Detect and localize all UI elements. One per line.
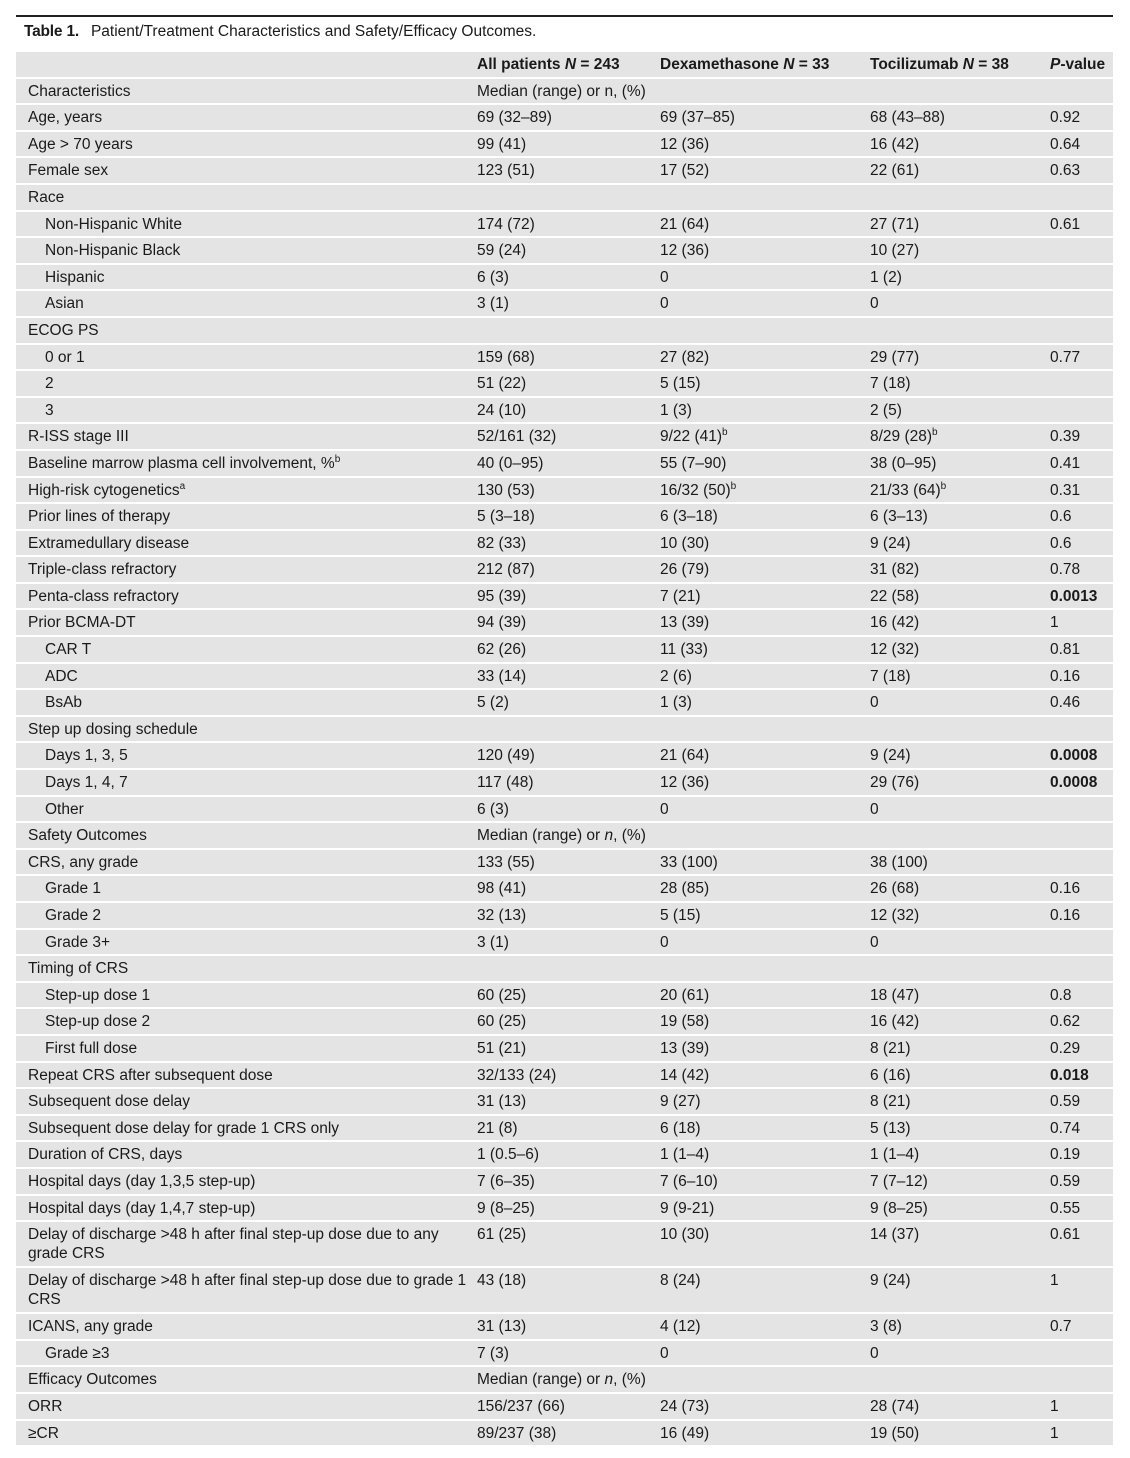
table-row (16, 584, 1113, 609)
cell-dexamethasone: 55 (7–90) (660, 454, 727, 472)
cell-all-patients: 95 (39) (477, 587, 527, 605)
row-label: ≥CR (28, 1424, 59, 1442)
cell-dexamethasone: 12 (36) (660, 135, 710, 153)
cell-dexamethasone: 20 (61) (660, 986, 710, 1004)
header-p-value: P-value (1050, 56, 1106, 73)
cell-dexamethasone: 4 (12) (660, 1318, 701, 1336)
cell-tocilizumab: 12 (32) (870, 907, 920, 924)
cell-dexamethasone: 13 (39) (660, 1039, 710, 1057)
table-row (16, 1314, 1113, 1339)
row-label: Characteristics (28, 82, 131, 100)
row-label: Repeat CRS after subsequent dose (28, 1066, 273, 1084)
cell-dexamethasone: 13 (39) (660, 614, 710, 632)
row-label: Extramedullary disease (28, 534, 190, 552)
table-row (16, 956, 1113, 981)
cell-all-patients: 9 (8–25) (477, 1199, 535, 1217)
table-row (16, 451, 1113, 476)
cell-p-value: 0.0008 (1050, 774, 1098, 792)
cell-p-value: 0.16 (1050, 667, 1081, 685)
row-label: BsAb (45, 694, 83, 712)
cell-all-patients: 60 (25) (477, 986, 527, 1004)
row-label: CAR T (45, 641, 92, 659)
cell-p-value: 0.77 (1050, 348, 1081, 366)
cell-all-patients: 5 (3–18) (477, 508, 535, 526)
row-label: Other (45, 800, 84, 818)
cell-all-patients: 24 (10) (477, 401, 527, 419)
cell-dexamethasone: 1 (3) (660, 401, 692, 419)
row-section-note: Median (range) or n, (%) (477, 1371, 646, 1389)
table-header-row (16, 52, 1113, 77)
table-row (16, 79, 1113, 104)
table-row (16, 664, 1113, 689)
cell-dexamethasone: 69 (37–85) (660, 109, 735, 127)
table-row (16, 876, 1113, 901)
table-row (16, 637, 1113, 662)
header-dexamethasone: Dexamethasone N = 33 (660, 56, 830, 73)
cell-p-value: 0.46 (1050, 694, 1081, 712)
row-label: Subsequent dose delay for grade 1 CRS only (28, 1119, 340, 1137)
cell-tocilizumab: 9 (24) (870, 747, 911, 765)
cell-dexamethasone: 17 (52) (660, 162, 710, 180)
row-label: Hospital days (day 1,3,5 step-up) (28, 1172, 256, 1190)
table-row (16, 185, 1113, 210)
table-row (16, 398, 1113, 423)
table-body (16, 79, 1113, 1446)
cell-tocilizumab: 9 (24) (870, 1272, 911, 1290)
cell-tocilizumab: 18 (47) (870, 986, 920, 1004)
table-row (16, 158, 1113, 183)
cell-p-value: 1 (1050, 614, 1059, 632)
cell-tocilizumab: 9 (8–25) (870, 1199, 928, 1217)
cell-tocilizumab: 10 (27) (870, 242, 920, 260)
cell-dexamethasone: 10 (30) (660, 1226, 710, 1244)
cell-all-patients: 7 (3) (477, 1344, 509, 1362)
row-label: Days 1, 3, 5 (45, 747, 128, 765)
cell-tocilizumab: 5 (13) (870, 1119, 911, 1137)
cell-dexamethasone: 28 (85) (660, 880, 710, 898)
row-label: Race (28, 188, 65, 206)
cell-all-patients: 59 (24) (477, 242, 527, 260)
cell-tocilizumab: 6 (3–13) (870, 508, 928, 526)
table-row (16, 291, 1113, 316)
row-label: Safety Outcomes (28, 827, 147, 845)
cell-p-value: 0.6 (1050, 508, 1072, 526)
table-row (16, 1394, 1113, 1419)
row-label: Non-Hispanic White (45, 215, 182, 233)
table-row (16, 557, 1113, 582)
table-row (16, 770, 1113, 795)
cell-dexamethasone: 0 (660, 800, 669, 818)
row-label: ORR (28, 1397, 63, 1415)
row-label: Hospital days (day 1,4,7 step-up) (28, 1199, 256, 1217)
cell-tocilizumab: 0 (870, 800, 879, 818)
cell-p-value: 0.62 (1050, 1013, 1081, 1031)
row-label: Step-up dose 2 (45, 1013, 151, 1031)
cell-tocilizumab: 3 (8) (870, 1318, 902, 1336)
cell-dexamethasone: 0 (660, 933, 669, 951)
cell-all-patients: 32/133 (24) (477, 1066, 557, 1084)
cell-p-value: 0.41 (1050, 454, 1081, 472)
row-label: 0 or 1 (45, 348, 85, 366)
cell-dexamethasone: 12 (36) (660, 242, 710, 260)
cell-all-patients: 3 (1) (477, 295, 509, 313)
table-row (16, 371, 1113, 396)
row-section-note: Median (range) or n, (%) (477, 82, 646, 100)
row-label: High-risk cytogenetics$^a$ (28, 480, 186, 499)
table-number: Table 1. (24, 23, 79, 40)
table-row (16, 1268, 1113, 1312)
cell-tocilizumab: 8 (21) (870, 1093, 911, 1111)
cell-dexamethasone: 24 (73) (660, 1397, 710, 1415)
cell-dexamethasone: 14 (42) (660, 1066, 710, 1084)
cell-p-value: 0.16 (1050, 880, 1081, 898)
cell-all-patients: 52/161 (32) (477, 428, 557, 446)
table-row (16, 1142, 1113, 1167)
cell-tocilizumab: 22 (58) (870, 587, 920, 605)
cell-dexamethasone: 9 (27) (660, 1093, 701, 1111)
table-row (16, 318, 1113, 343)
table-row (16, 1196, 1113, 1221)
cell-p-value: 0.0008 (1050, 747, 1098, 765)
row-label: R-ISS stage III (28, 428, 129, 446)
table-row (16, 1421, 1113, 1446)
table-row (16, 265, 1113, 290)
cell-all-patients: 99 (41) (477, 135, 527, 153)
table-row (16, 1089, 1113, 1114)
cell-dexamethasone: 21 (64) (660, 215, 710, 233)
cell-tocilizumab: 0 (870, 933, 879, 951)
cell-tocilizumab: 16 (42) (870, 1013, 920, 1031)
table-top-rule (16, 15, 1113, 17)
cell-tocilizumab: 27 (71) (870, 215, 920, 233)
cell-dexamethasone: 5 (15) (660, 375, 701, 393)
table-row (16, 478, 1113, 503)
cell-tocilizumab: 12 (32) (870, 641, 920, 659)
cell-all-patients: 82 (33) (477, 534, 527, 552)
row-label: Hispanic (45, 268, 105, 286)
table-row (16, 212, 1113, 237)
table-row (16, 1009, 1113, 1034)
cell-dexamethasone: 0 (660, 1344, 669, 1362)
cell-dexamethasone: 10 (30) (660, 534, 710, 552)
cell-all-patients: 62 (26) (477, 641, 527, 659)
cell-all-patients: 31 (13) (477, 1093, 527, 1111)
table-row (16, 903, 1113, 928)
table-row (16, 504, 1113, 529)
cell-dexamethasone: 19 (58) (660, 1013, 710, 1031)
cell-tocilizumab: 14 (37) (870, 1226, 920, 1244)
cell-dexamethasone: 16/32 $(50)^b$ (660, 480, 737, 499)
table-row (16, 1116, 1113, 1141)
cell-tocilizumab: 22 (61) (870, 162, 920, 180)
cell-all-patients: 6 (3) (477, 800, 509, 818)
table-row (16, 983, 1113, 1008)
cell-all-patients: 133 (55) (477, 853, 535, 871)
cell-p-value: 0.61 (1050, 215, 1081, 233)
cell-tocilizumab: 0 (870, 694, 879, 712)
cell-tocilizumab: 7 (7–12) (870, 1172, 928, 1190)
cell-all-patients: 89/237 (38) (477, 1424, 557, 1442)
cell-tocilizumab: 68 (43–88) (870, 109, 945, 127)
row-label: 3 (45, 401, 54, 419)
cell-p-value: 0.59 (1050, 1093, 1081, 1111)
cell-p-value: 0.7 (1050, 1318, 1072, 1336)
cell-all-patients: 40 (0–95) (477, 454, 544, 472)
header-tocilizumab: Tocilizumab N = 38 (870, 56, 1009, 73)
table-row (16, 1341, 1113, 1366)
cell-all-patients: 156/237 (66) (477, 1397, 565, 1415)
cell-all-patients: 159 (68) (477, 348, 535, 366)
table-row (16, 823, 1113, 848)
row-label: Prior lines of therapy (28, 508, 171, 526)
cell-dexamethasone: 7 (6–10) (660, 1172, 718, 1190)
cell-tocilizumab: 16 (42) (870, 614, 920, 632)
cell-p-value: 0.29 (1050, 1039, 1081, 1057)
row-label: Step-up dose 1 (45, 986, 151, 1004)
cell-tocilizumab: 0 (870, 295, 879, 313)
cell-dexamethasone: 26 (79) (660, 561, 710, 579)
cell-tocilizumab: 38 (100) (870, 853, 928, 871)
data-table (16, 52, 1113, 1447)
row-label: Prior BCMA-DT (28, 614, 136, 632)
row-label: Duration of CRS, days (28, 1146, 183, 1164)
row-label: Step up dosing schedule (28, 720, 198, 738)
row-label: ECOG PS (28, 321, 99, 339)
row-label: ICANS, any grade (28, 1318, 153, 1336)
row-label: Days 1, 4, 7 (45, 774, 128, 792)
cell-all-patients: 69 (32–89) (477, 109, 552, 127)
table-row (16, 717, 1113, 742)
cell-dexamethasone: 1 (1–4) (660, 1146, 710, 1164)
cell-tocilizumab: 1 (2) (870, 268, 902, 286)
cell-all-patients: 31 (13) (477, 1318, 527, 1336)
cell-tocilizumab: 9 (24) (870, 534, 911, 552)
cell-tocilizumab: 26 (68) (870, 880, 920, 898)
row-label: Delay of discharge >48 h after final step-up dose due to grade 1 CRS (28, 1272, 467, 1309)
cell-all-patients: 123 (51) (477, 162, 535, 180)
row-label: Penta-class refractory (28, 587, 179, 605)
cell-p-value: 0.8 (1050, 986, 1072, 1004)
cell-p-value: 0.6 (1050, 534, 1072, 552)
cell-tocilizumab: 7 (18) (870, 375, 911, 393)
row-label: Grade 2 (45, 907, 102, 924)
cell-all-patients: 6 (3) (477, 268, 509, 286)
cell-p-value: 0.39 (1050, 428, 1081, 446)
cell-p-value: 0.16 (1050, 907, 1081, 924)
cell-all-patients: 174 (72) (477, 215, 535, 233)
table-row (16, 743, 1113, 768)
cell-tocilizumab: 19 (50) (870, 1424, 920, 1442)
cell-tocilizumab: 8 (21) (870, 1039, 911, 1057)
cell-dexamethasone: 6 (18) (660, 1119, 701, 1137)
row-label: Age, years (28, 109, 103, 127)
table-row (16, 1169, 1113, 1194)
cell-all-patients: 98 (41) (477, 880, 527, 898)
table-row (16, 132, 1113, 157)
cell-tocilizumab: 2 (5) (870, 401, 902, 419)
cell-tocilizumab: 0 (870, 1344, 879, 1362)
row-label: Baseline marrow plasma cell involvement, %$^b$ (28, 453, 341, 472)
row-label: Efficacy Outcomes (28, 1371, 157, 1389)
cell-dexamethasone: 9/22 $(41)^b$ (660, 427, 728, 446)
cell-p-value: 0.63 (1050, 162, 1081, 180)
cell-p-value: 1 (1050, 1397, 1059, 1415)
row-label: CRS, any grade (28, 853, 139, 871)
row-label: ADC (45, 667, 78, 685)
cell-p-value: 0.92 (1050, 109, 1081, 127)
cell-p-value: 0.74 (1050, 1119, 1081, 1137)
cell-dexamethasone: 0 (660, 268, 669, 286)
cell-all-patients: 21 (8) (477, 1119, 518, 1137)
cell-tocilizumab: 21/33 $(64)^b$ (870, 480, 947, 499)
cell-p-value: 0.81 (1050, 641, 1081, 659)
row-label: Grade ≥3 (45, 1344, 110, 1362)
table-row (16, 610, 1113, 635)
row-section-note: Median (range) or n, (%) (477, 827, 646, 845)
cell-tocilizumab: 38 (0–95) (870, 454, 937, 472)
cell-all-patients: 32 (13) (477, 907, 527, 924)
cell-all-patients: 5 (2) (477, 694, 509, 712)
row-label: Grade 1 (45, 880, 102, 898)
cell-all-patients: 7 (6–35) (477, 1172, 535, 1190)
cell-all-patients: 120 (49) (477, 747, 535, 765)
cell-dexamethasone: 0 (660, 295, 669, 313)
cell-all-patients: 130 (53) (477, 481, 535, 499)
cell-dexamethasone: 6 (3–18) (660, 508, 718, 526)
cell-p-value: 0.31 (1050, 481, 1081, 499)
row-label: Subsequent dose delay (28, 1093, 191, 1111)
cell-dexamethasone: 12 (36) (660, 774, 710, 792)
table-row (16, 1063, 1113, 1088)
cell-tocilizumab: 31 (82) (870, 561, 920, 579)
cell-dexamethasone: 7 (21) (660, 587, 701, 605)
row-label: Grade 3+ (45, 933, 111, 951)
table-row (16, 1036, 1113, 1061)
cell-p-value: 0.018 (1050, 1066, 1089, 1084)
cell-dexamethasone: 1 (3) (660, 694, 692, 712)
cell-p-value: 0.0013 (1050, 587, 1098, 605)
cell-tocilizumab: 1 (1–4) (870, 1146, 920, 1164)
cell-tocilizumab: 6 (16) (870, 1066, 911, 1084)
row-label: Age > 70 years (28, 135, 133, 153)
table-row (16, 1222, 1113, 1266)
cell-dexamethasone: 27 (82) (660, 348, 710, 366)
table-row (16, 930, 1113, 955)
cell-tocilizumab: 29 (77) (870, 348, 920, 366)
header-all-patients: All patients N = 243 (477, 56, 620, 73)
row-label: Timing of CRS (28, 960, 129, 978)
cell-all-patients: 33 (14) (477, 667, 527, 685)
row-label: 2 (45, 375, 54, 393)
cell-all-patients: 3 (1) (477, 933, 509, 951)
cell-all-patients: 51 (22) (477, 375, 527, 393)
cell-dexamethasone: 21 (64) (660, 747, 710, 765)
cell-tocilizumab: 29 (76) (870, 774, 920, 792)
cell-all-patients: 61 (25) (477, 1226, 527, 1244)
table-row (16, 690, 1113, 715)
cell-all-patients: 1 (0.5–6) (477, 1146, 540, 1164)
table-row (16, 1367, 1113, 1392)
row-label: First full dose (45, 1039, 138, 1057)
cell-all-patients: 60 (25) (477, 1013, 527, 1031)
table-row (16, 850, 1113, 875)
cell-p-value: 0.19 (1050, 1146, 1081, 1164)
cell-tocilizumab: 7 (18) (870, 667, 911, 685)
cell-p-value: 0.61 (1050, 1226, 1081, 1244)
cell-p-value: 0.78 (1050, 561, 1081, 579)
row-label: Female sex (28, 162, 109, 180)
row-label: Asian (45, 295, 84, 313)
cell-tocilizumab: 16 (42) (870, 135, 920, 153)
cell-all-patients: 51 (21) (477, 1039, 527, 1057)
cell-p-value: 1 (1050, 1424, 1059, 1442)
cell-dexamethasone: 9 (9-21) (660, 1199, 715, 1217)
cell-tocilizumab: 8/29 $(28)^b$ (870, 427, 938, 446)
table-title: Patient/Treatment Characteristics and Safety/Efficacy Outcomes. (90, 23, 537, 40)
table-row (16, 345, 1113, 370)
table-row (16, 531, 1113, 556)
cell-all-patients: 43 (18) (477, 1272, 527, 1290)
table-row (16, 238, 1113, 263)
cell-dexamethasone: 33 (100) (660, 853, 718, 871)
cell-p-value: 0.55 (1050, 1199, 1081, 1217)
cell-all-patients: 94 (39) (477, 614, 527, 632)
cell-p-value: 0.64 (1050, 135, 1081, 153)
cell-dexamethasone: 11 (33) (660, 641, 708, 659)
cell-p-value: 0.59 (1050, 1172, 1081, 1190)
table-row (16, 105, 1113, 130)
table-caption (24, 23, 536, 41)
cell-tocilizumab: 28 (74) (870, 1397, 920, 1415)
cell-dexamethasone: 16 (49) (660, 1424, 710, 1442)
cell-all-patients: 212 (87) (477, 561, 535, 579)
cell-dexamethasone: 8 (24) (660, 1272, 701, 1290)
cell-dexamethasone: 5 (15) (660, 907, 701, 924)
table-row (16, 424, 1113, 449)
cell-p-value: 1 (1050, 1272, 1059, 1290)
cell-dexamethasone: 2 (6) (660, 667, 692, 685)
row-label: Triple-class refractory (28, 561, 177, 579)
row-label: Non-Hispanic Black (45, 242, 181, 260)
table-row (16, 797, 1113, 822)
cell-all-patients: 117 (48) (477, 774, 534, 792)
row-label: Delay of discharge >48 h after final step-up dose due to any grade CRS (28, 1226, 439, 1263)
